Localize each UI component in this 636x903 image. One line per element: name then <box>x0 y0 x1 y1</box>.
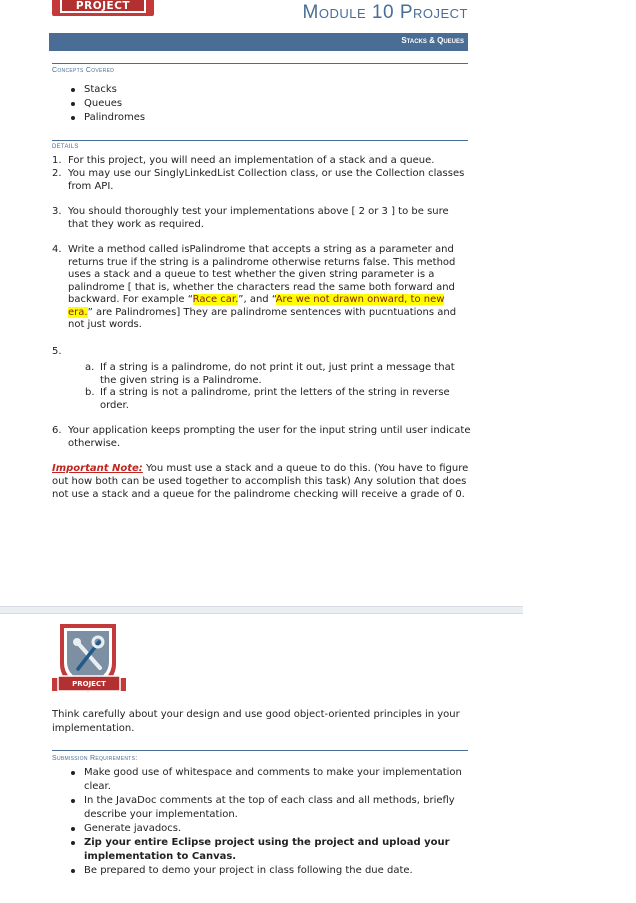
section-rule <box>52 63 468 64</box>
submission-list <box>66 766 466 878</box>
item-text: You may use our SinglyLinkedList Collection class, or use the Collection classes from API. <box>68 168 465 192</box>
item-text: You should thoroughly test your implementations above [ 2 or 3 ] to be sure that they work as required. <box>68 206 449 230</box>
project-shield-logo <box>50 620 128 698</box>
highlight-example-2: Are we not drawn onward, to new era. <box>68 294 445 318</box>
banner-text: Stacks & Queues <box>401 36 464 45</box>
item-number: 3. <box>52 206 62 217</box>
item-text: For this project, you will need an implementation of a stack and a queue. <box>68 155 435 166</box>
detail-subitem-b <box>85 387 470 412</box>
details-label: DETAILS <box>52 144 79 150</box>
list-item: Palindromes <box>66 111 446 125</box>
detail-item-3 <box>52 206 472 231</box>
detail-item-4 <box>52 244 472 332</box>
section-rule <box>52 750 468 751</box>
important-label: Important Note: <box>52 463 143 474</box>
list-item: In the JavaDoc comments at the top of each class and all methods, briefly describe your implementation. <box>66 794 466 822</box>
design-intro: Think carefully about your design and use good object-oriented principles in your implementation. <box>52 709 460 734</box>
list-item: Queues <box>66 97 446 111</box>
submission-label: Submission Requirements: <box>52 755 138 762</box>
subitem-letter: a. <box>85 362 95 373</box>
item-number: 5. <box>52 346 62 357</box>
module-title: Module 10 Project <box>302 2 468 23</box>
important-note <box>52 462 470 501</box>
item-number: 4. <box>52 244 62 255</box>
item-text <box>68 244 472 332</box>
project-badge <box>52 0 154 16</box>
concepts-label: Concepts Covered <box>52 67 115 74</box>
item4-text-end: ” are Palindromes] They are palindrome sentences with pucntuations and not just words. <box>68 306 457 330</box>
subitem-text: If a string is a palindrome, do not print it out, just print a message that the given string is a Palindrome. <box>100 362 455 386</box>
section-rule <box>52 140 468 141</box>
subitem-letter: b. <box>85 387 95 398</box>
item4-text-mid: ”, and “ <box>238 294 276 305</box>
list-item: Zip your entire Eclipse project using the project and upload your implementation to Canvas. <box>66 836 466 864</box>
item-number: 6. <box>52 425 62 436</box>
detail-item-6 <box>52 425 472 450</box>
list-item: Stacks <box>66 83 446 97</box>
item-number: 1. <box>52 155 62 166</box>
concepts-list <box>66 83 446 125</box>
item-number: 2. <box>52 168 62 179</box>
detail-subitem-a <box>85 362 470 387</box>
topic-banner <box>49 33 468 51</box>
detail-item-1 <box>52 155 472 168</box>
highlight-example-1: Race car. <box>192 294 239 305</box>
project-badge-label: PROJECT <box>60 0 146 13</box>
list-item: Generate javadocs. <box>66 822 466 836</box>
detail-item-2 <box>52 168 472 193</box>
list-item: Make good use of whitespace and comments to make your implementation clear. <box>66 766 466 794</box>
list-item: Be prepared to demo your project in class following the due date. <box>66 864 466 878</box>
important-text: You must use a stack and a queue to do this. (You have to figure out how both can be used together to accomplish this task) Any solution that does not use a stack and a queue for the palindrome checking will receive a grade of 0. <box>52 463 469 500</box>
item-text: Your application keeps prompting the user for the input string until user indicate otherwise. <box>68 425 471 449</box>
subitem-text: If a string is not a palindrome, print the letters of the string in reverse order. <box>100 387 450 411</box>
item4-text-start: Write a method called isPalindrome that accepts a string as a parameter and returns true if the string is a palindrome otherwise returns false. This method uses a stack and a queue to test whether the given string parameter is a palindrome [ that is, whether the characters read the same both forward and backward. For example “ <box>68 244 456 305</box>
shield-label: PROJECT <box>72 680 106 688</box>
page-break <box>0 606 523 614</box>
